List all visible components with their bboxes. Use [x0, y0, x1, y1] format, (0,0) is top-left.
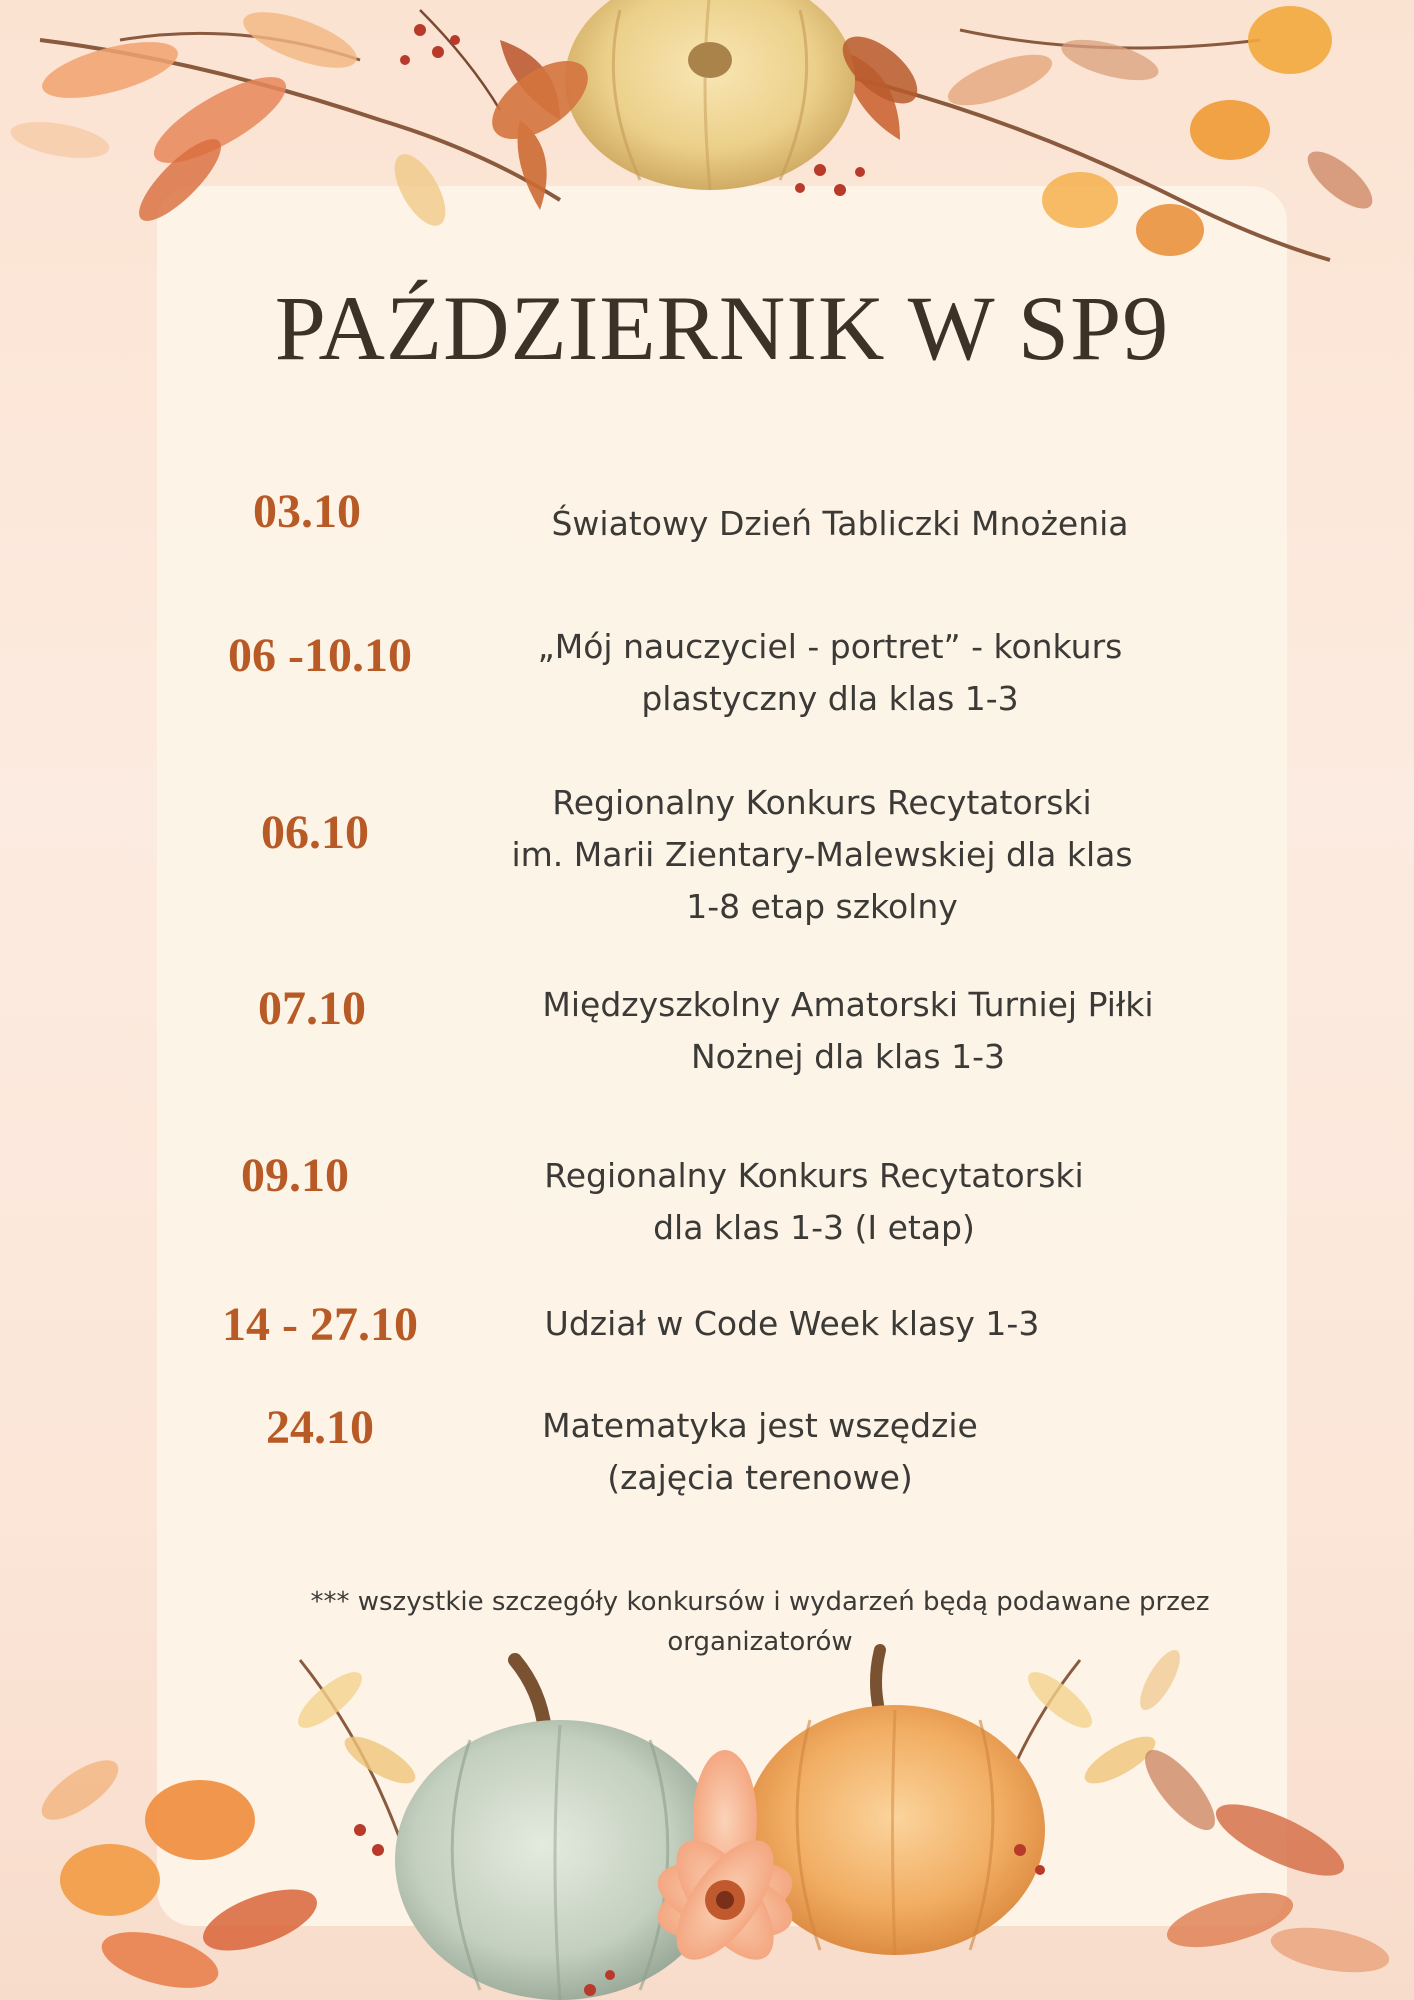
event-date: 07.10	[258, 982, 366, 1035]
event-date: 03.10	[253, 485, 361, 538]
event-description: Regionalny Konkurs Recytatorski dla klas 1-3 (I etap)	[544, 1156, 1084, 1247]
event-description: Udział w Code Week klasy 1-3	[544, 1304, 1040, 1343]
berry-branch-icon	[400, 10, 865, 196]
event-description: Matematyka jest wszędzie (zajęcia terenowe)	[542, 1406, 978, 1497]
event-date: 09.10	[241, 1149, 349, 1202]
event-date: 06 -10.10	[228, 629, 412, 682]
event-date: 24.10	[266, 1401, 374, 1454]
event-description: Regionalny Konkurs Recytatorski im. Marii Zientary-Malewskiej dla klas 1-8 etap szkolny	[511, 783, 1133, 926]
event-date: 14 - 27.10	[222, 1298, 418, 1351]
event-description: Światowy Dzień Tabliczki Mnożenia	[551, 504, 1129, 543]
page-title: PAŹDZIERNIK W SP9	[274, 277, 1170, 379]
footnote: *** wszystkie szczegóły konkursów i wydarzeń będą podawane przez organizatorów	[310, 1587, 1210, 1657]
yellow-pumpkin-icon	[479, 0, 929, 190]
event-date: 06.10	[261, 806, 369, 859]
event-description: Międzyszkolny Amatorski Turniej Piłki Nożnej dla klas 1-3	[542, 985, 1154, 1076]
event-description: „Mój nauczyciel - portret” - konkurs plastyczny dla klas 1-3	[537, 627, 1123, 718]
